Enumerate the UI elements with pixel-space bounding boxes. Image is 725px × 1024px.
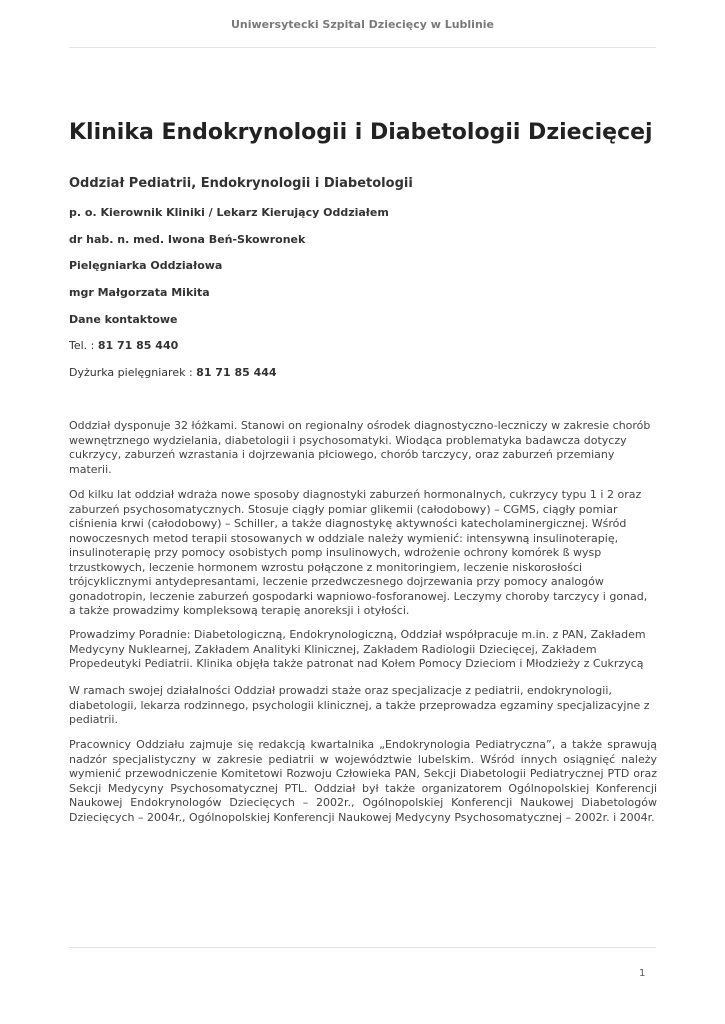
footer-divider xyxy=(69,947,656,948)
phone-line xyxy=(69,339,178,352)
page-number: 1 xyxy=(639,968,646,979)
nurse-name: mgr Małgorzata Mikita xyxy=(69,286,210,299)
page-title: Klinika Endokrynologii i Diabetologii Dziecięcej xyxy=(69,120,653,145)
header-divider xyxy=(69,47,656,48)
page-header-institution: Uniwersytecki Szpital Dziecięcy w Lublinie xyxy=(230,18,495,31)
department-subtitle: Oddział Pediatrii, Endokrynologii i Diabetologii xyxy=(69,176,413,191)
phone-number: 81 71 85 440 xyxy=(97,339,179,352)
nurse-duty-line xyxy=(69,366,277,379)
contact-heading: Dane kontaktowe xyxy=(69,313,178,326)
paragraph-staff-activities: Pracownicy Oddziału zajmuje się redakcją kwartalnika „Endokrynologia Pediatryczna”, a także sprawują nadzór specjalistyczny w zakresie pediatrii w województwie lubelskim. Wśród innych osiągnięć należy wymienić przewodniczenie Komitetowi Rozwoju Człowieka PAN, Sekcji Diabetologii Pediatrycznej PTD oraz Sekcji Medycyny Psychosomatycznej PTL. Oddział był także organizatorem Ogólnopolskiej Konferencji Naukowej Endokrynologów Dziecięcych – 2002r., Ogólnopolskiej Konferencji Naukowej Diabetologów Dziecięcych – 2004r., Ogólnopolskiej Konferencji Naukowej Medycyny Psychosomatycznej – 2002r. i 2004r. xyxy=(69,738,657,824)
phone-label: Tel. : xyxy=(69,339,98,352)
nurse-duty-label: Dyżurka pielęgniarek : xyxy=(69,366,197,379)
paragraph-diagnostics: Od kilku lat oddział wdraża nowe sposoby diagnostyki zaburzeń hormonalnych, cukrzycy typu 1 i 2 oraz zaburzeń psychosomatycznych. Stosuje ciągły pomiar glikemii (całodobowy) – CGMS, ciągły pomiar ciśnienia krwi (całodobowy) – Schiller, a także diagnostykę aktywności katecholaminergicznej. Wśród nowoczesnych metod terapii stosowanych w oddziale należy wymienić: intensywną insulinoterapię, insulinoterapię przy pomocy osobistych pomp insulinowych, wdrożenie ochrony komórek ß wysp trzustkowych, leczenie hormonem wzrostu połączone z monitoringiem, leczenie niskorosłości trójcyklicznymi antydepresantami, leczenie przedwczesnego dojrzewania przy pomocy analogów gonadotropin, leczenie zaburzeń gospodarki wapniowo-fosforanowej. Leczymy choroby tarczycy i gonad, a także prowadzimy kompleksową terapię anoreksji i otyłości. xyxy=(69,488,648,617)
paragraph-beds: Oddział dysponuje 32 łóżkami. Stanowi on regionalny ośrodek diagnostyczno-leczniczy w zakresie chorób wewnętrznego wydzielania, diabetologii i psychosomatyki. Wiodąca problematyka badawcza dotyczy cukrzycy, zaburzeń wzrastania i dojrzewania płciowego, chorób tarczycy, oraz zaburzeń przemiany materii. xyxy=(69,419,651,476)
nurse-duty-number: 81 71 85 444 xyxy=(196,366,277,379)
paragraph-clinics: Prowadzimy Poradnie: Diabetologiczną, Endokrynologiczną, Oddział współpracuje m.in. z PAN, Zakładem Medycyny Nuklearnej, Zakładem Analityki Klinicznej, Zakładem Radiologii Dziecięcej, Zakładem Propedeutyki Pediatrii. Klinika objęła także patronat nad Kołem Pomocy Dzieciom i Młodzieży z Cukrzycą xyxy=(69,628,646,670)
head-name: dr hab. n. med. Iwona Beń-Skowronek xyxy=(69,233,306,246)
nurse-role-label: Pielęgniarka Oddziałowa xyxy=(69,259,223,272)
paragraph-training: W ramach swojej działalności Oddział prowadzi staże oraz specjalizacje z pediatrii, endokrynologii, diabetologii, lekarza rodzinnego, psychologii klinicznej, a także przeprowadza egzaminy specjalizacyjne z pediatrii. xyxy=(69,684,650,726)
head-role-label: p. o. Kierownik Kliniki / Lekarz Kierujący Oddziałem xyxy=(69,206,389,219)
